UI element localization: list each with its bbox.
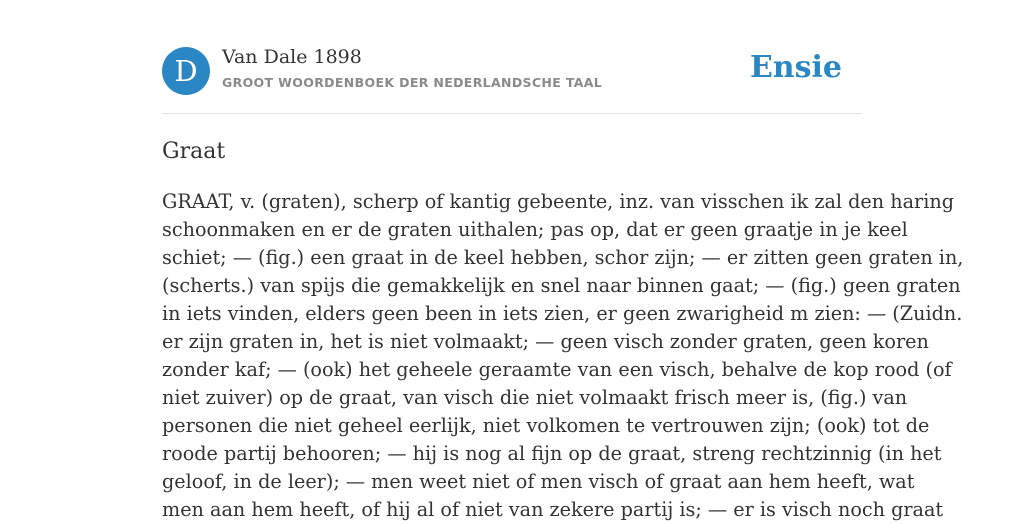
definition-line: er zijn graten in, het is niet volmaakt; — geen visch zonder graten, geen koren (162, 330, 929, 353)
definition-line: in iets vinden, elders geen been in iets zien, er geen zwarigheid m zien: — (Zuidn. (162, 302, 963, 325)
dictionary-avatar[interactable]: D (162, 47, 210, 95)
definition-line: geloof, in de leer); — men weet niet of men visch of graat aan hem heeft, wat (162, 470, 915, 493)
definition-line: niet zuiver) op de graat, van visch die niet volmaakt frisch meer is, (fig.) van (162, 386, 908, 409)
dictionary-subtitle: GROOT WOORDENBOEK DER NEDERLANDSCHE TAAL (222, 75, 603, 90)
header-divider (162, 113, 862, 114)
definition-line: zonder kaf; — (ook) het geheele geraamte van een visch, behalve de kop rood (of (162, 358, 952, 381)
site-header (162, 46, 862, 96)
definition-line: GRAAT, v. (graten), scherp of kantig gebeente, inz. van visschen ik zal den haring (162, 190, 954, 213)
definition-line: men aan hem heeft, of hij al of niet van zekere partij is; — er is visch noch graat (162, 498, 944, 521)
definition-line: (scherts.) van spijs die gemakkelijk en snel naar binnen gaat; — (fig.) geen graten (162, 274, 961, 297)
definition-line: schiet; — (fig.) een graat in de keel hebben, schor zijn; — er zitten geen graten in, (162, 246, 964, 269)
dictionary-title[interactable]: Van Dale 1898 (222, 46, 362, 68)
definition-line: schoonmaken en er de graten uithalen; pas op, dat er geen graatje in je keel (162, 218, 908, 241)
definition-line: personen die niet geheel eerlijk, niet volkomen te vertrouwen zijn; (ook) tot de (162, 414, 930, 437)
entry-definition (162, 188, 964, 524)
ensie-logo[interactable]: Ensie (749, 50, 842, 85)
definition-line: roode partij behooren; — hij is nog al fijn op de graat, streng rechtzinnig (in het (162, 442, 942, 465)
entry-title: Graat (162, 139, 226, 164)
